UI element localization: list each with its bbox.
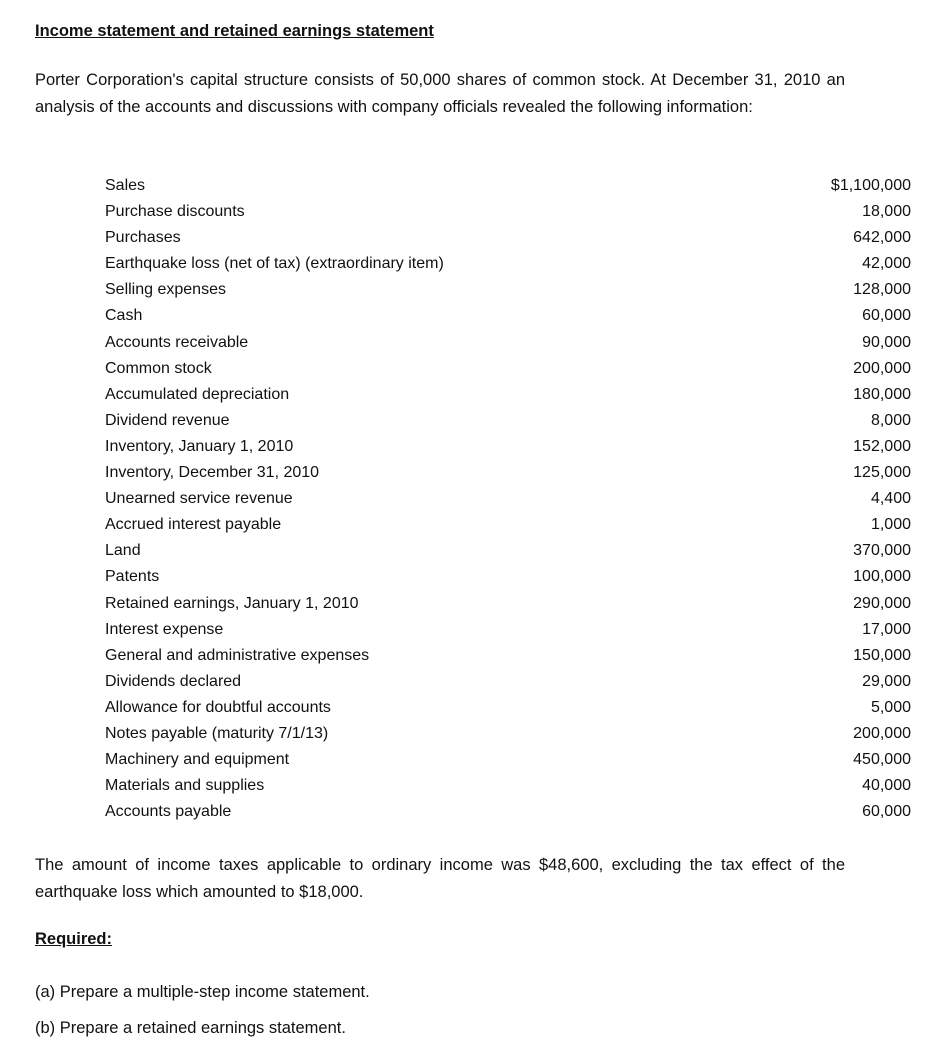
account-item	[105, 251, 911, 277]
account-item	[105, 330, 911, 356]
account-label: General and administrative expenses	[105, 646, 370, 664]
account-value: 642,000	[853, 229, 911, 247]
account-label: Patents	[105, 568, 160, 586]
account-label: Dividend revenue	[105, 411, 230, 429]
account-label: Machinery and equipment	[105, 751, 290, 769]
account-value: 90,000	[862, 333, 911, 351]
account-label: Notes payable (maturity 7/1/13)	[105, 724, 329, 742]
account-value: 40,000	[862, 777, 911, 795]
account-list	[105, 173, 911, 825]
account-value: 200,000	[853, 359, 911, 377]
account-value: 200,000	[853, 724, 911, 742]
account-value: 60,000	[862, 803, 911, 821]
account-value: 128,000	[853, 281, 911, 299]
tax-note-paragraph: The amount of income taxes applicable to ordinary income was $48,600, excluding the tax effect of the earthquake loss which amounted to $18,000.	[35, 856, 845, 901]
account-item	[105, 747, 911, 773]
account-label: Inventory, December 31, 2010	[105, 464, 320, 482]
account-label: Allowance for doubtful accounts	[105, 698, 331, 716]
account-label: Cash	[105, 307, 143, 325]
account-item	[105, 408, 911, 434]
account-item	[105, 695, 911, 721]
document-title: Income statement and retained earnings statement	[35, 22, 434, 40]
account-value: 8,000	[870, 411, 911, 429]
account-value: 5,000	[870, 698, 911, 716]
account-value: $1,100,000	[830, 177, 911, 194]
account-value: 29,000	[862, 672, 911, 690]
account-item	[105, 799, 911, 825]
account-label: Purchase discounts	[105, 203, 245, 221]
account-item	[105, 173, 911, 199]
account-label: Accounts payable	[105, 803, 232, 821]
account-value: 4,400	[870, 490, 911, 508]
account-item	[105, 591, 911, 617]
account-label: Selling expenses	[105, 281, 226, 299]
intro-paragraph: Porter Corporation's capital structure consists of 50,000 shares of common stock. At December 31, 2010 an analysis of the accounts and discussions with company officials revealed the following information:	[35, 71, 845, 116]
account-item	[105, 434, 911, 460]
account-item	[105, 617, 911, 643]
account-label: Earthquake loss (net of tax) (extraordinary item)	[105, 255, 444, 273]
account-label: Inventory, January 1, 2010	[105, 437, 294, 455]
account-value: 17,000	[862, 620, 911, 638]
account-label: Accrued interest payable	[105, 516, 282, 534]
account-label: Sales	[105, 177, 146, 194]
account-item	[105, 538, 911, 564]
account-label: Interest expense	[105, 620, 224, 638]
account-item	[105, 512, 911, 538]
account-label: Materials and supplies	[105, 777, 265, 795]
account-item	[105, 199, 911, 225]
account-item	[105, 669, 911, 695]
account-value: 152,000	[853, 437, 911, 455]
account-item	[105, 773, 911, 799]
account-value: 100,000	[853, 568, 911, 586]
account-value: 1,000	[870, 516, 911, 534]
account-value: 18,000	[862, 203, 911, 221]
account-label: Retained earnings, January 1, 2010	[105, 594, 359, 612]
account-item	[105, 303, 911, 329]
account-value: 60,000	[862, 307, 911, 325]
account-value: 150,000	[853, 646, 911, 664]
account-item	[105, 721, 911, 747]
account-value: 180,000	[853, 385, 911, 403]
account-item	[105, 460, 911, 486]
account-item	[105, 564, 911, 590]
account-item	[105, 277, 911, 303]
account-label: Common stock	[105, 359, 212, 377]
account-item	[105, 356, 911, 382]
account-item	[105, 382, 911, 408]
account-value: 370,000	[853, 542, 911, 560]
account-value: 290,000	[853, 594, 911, 612]
required-heading: Required:	[35, 930, 113, 948]
account-item	[105, 643, 911, 669]
account-label: Accumulated depreciation	[105, 385, 290, 403]
account-value: 42,000	[862, 255, 911, 273]
task-a: (a) Prepare a multiple-step income statement.	[35, 983, 370, 1001]
account-label: Accounts receivable	[105, 333, 249, 351]
account-value: 125,000	[853, 464, 911, 482]
account-value: 450,000	[853, 751, 911, 769]
account-item	[105, 225, 911, 251]
account-label: Dividends declared	[105, 672, 242, 690]
task-b: (b) Prepare a retained earnings statement.	[35, 1019, 346, 1037]
account-item	[105, 486, 911, 512]
account-label: Purchases	[105, 229, 181, 247]
account-label: Unearned service revenue	[105, 490, 293, 508]
account-label: Land	[105, 542, 141, 560]
